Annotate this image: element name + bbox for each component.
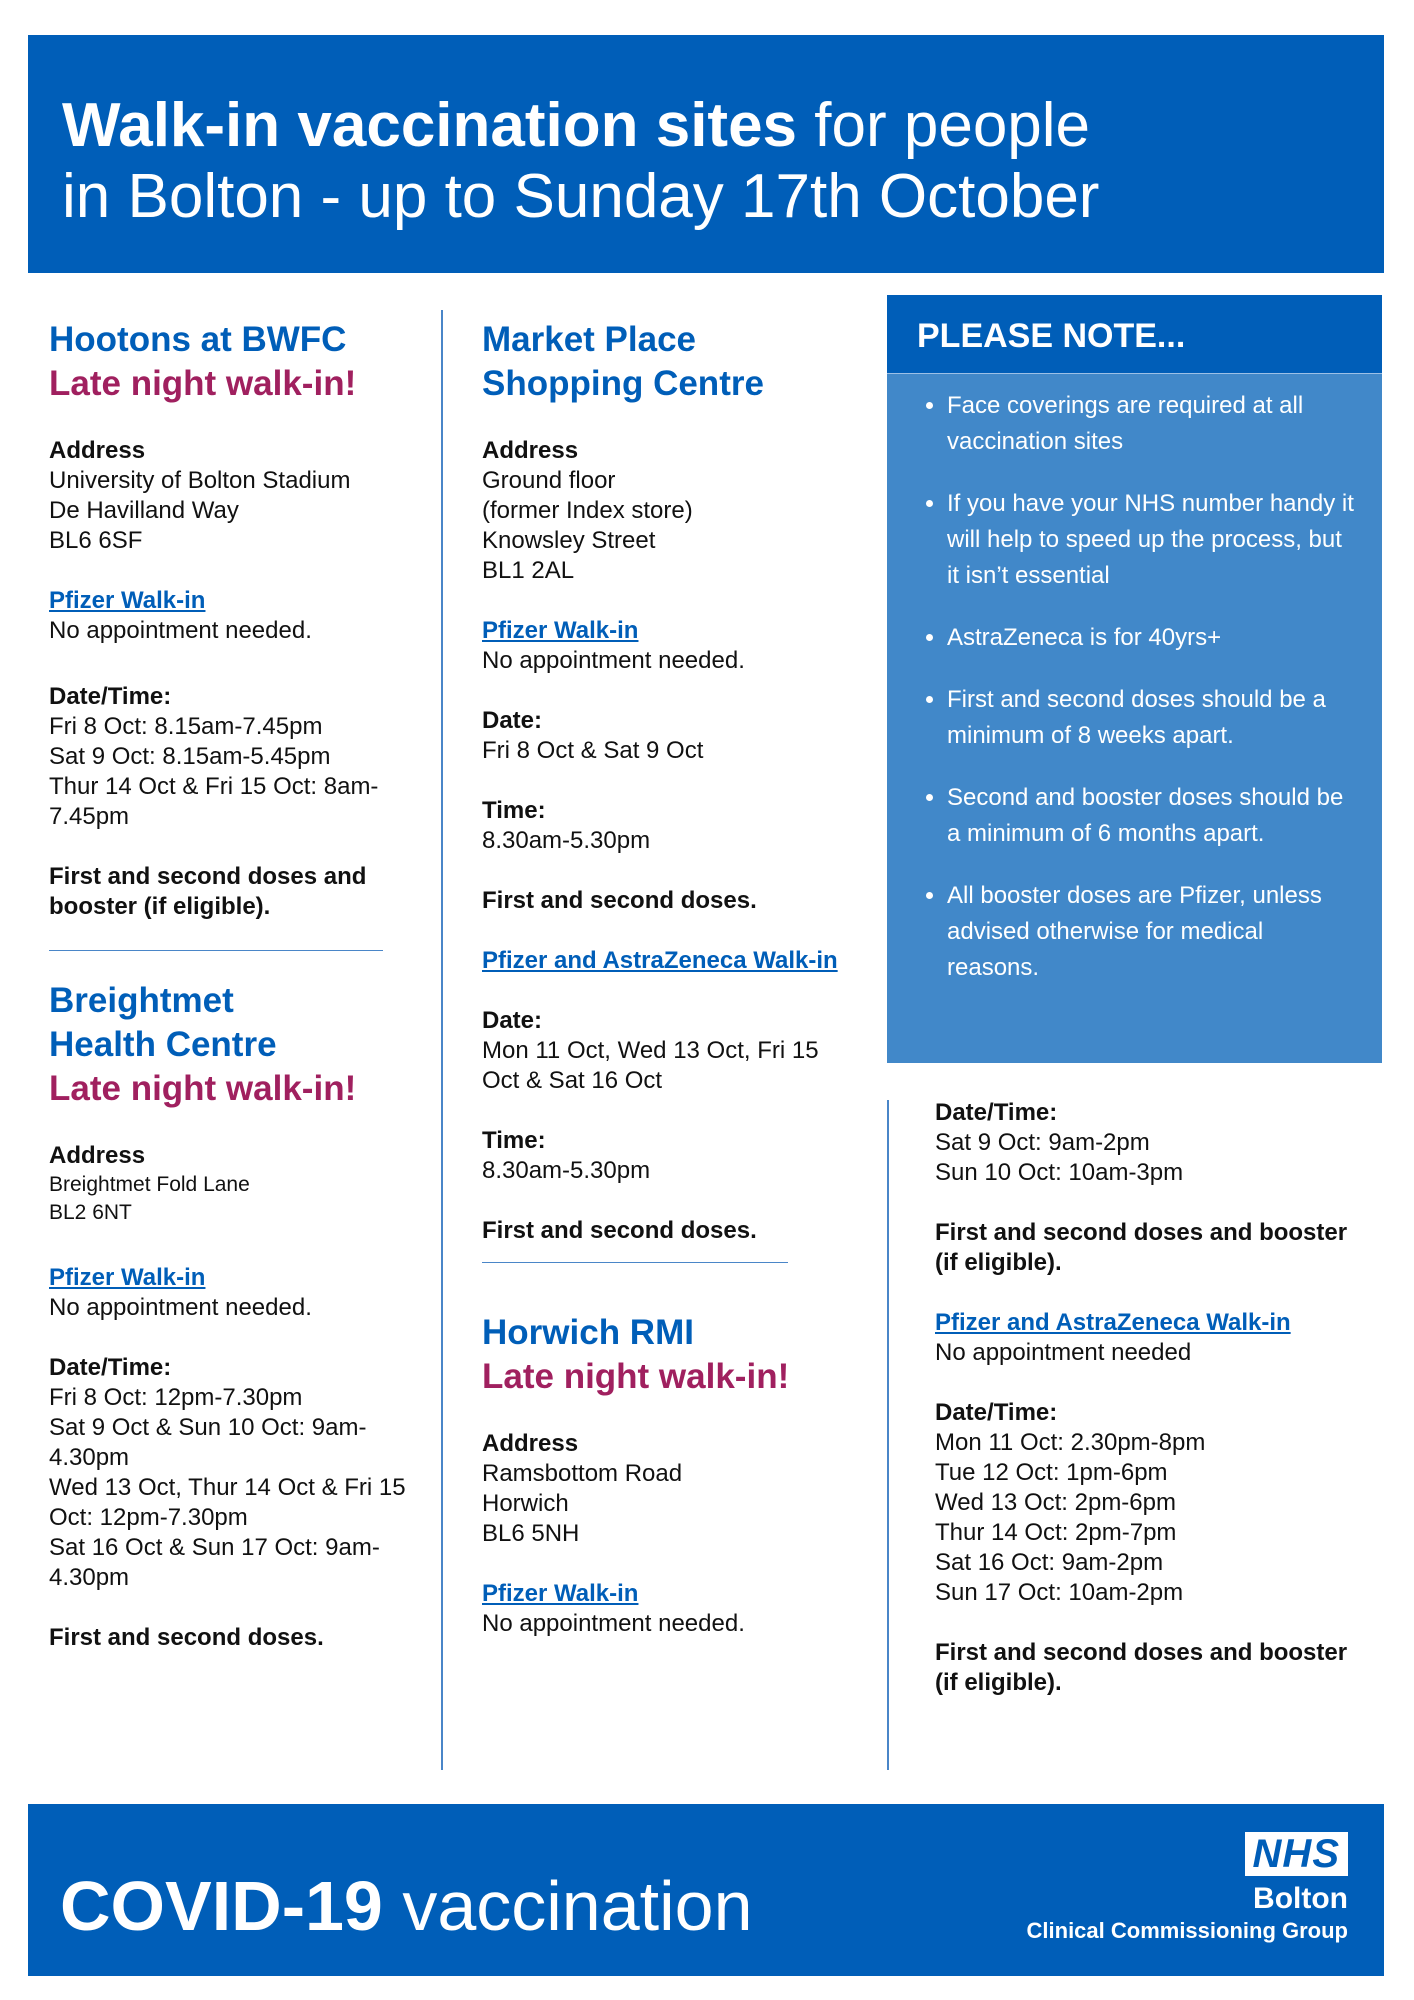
- column-middle: [482, 318, 842, 1639]
- header-banner: [28, 35, 1384, 273]
- time-line: Sat 9 Oct & Sun 10 Oct: 9am-4.30pm: [49, 1414, 367, 1471]
- site-title: Shopping Centre: [482, 364, 764, 403]
- pfizer-walk-in-link[interactable]: Pfizer Walk-in: [482, 1580, 639, 1607]
- date-label: Date:: [482, 1007, 543, 1034]
- address-label: Address: [482, 1430, 579, 1457]
- nhs-logo-mark: NHS: [1245, 1832, 1348, 1876]
- address-line: Ground floor: [482, 467, 616, 494]
- time-line: Sun 10 Oct: 10am-3pm: [935, 1159, 1184, 1186]
- address-line: University of Bolton Stadium: [49, 467, 351, 494]
- time-line: Wed 13 Oct: 2pm-6pm: [935, 1489, 1176, 1516]
- column-right: [935, 1098, 1355, 1698]
- pfizer-walk-in-link[interactable]: Pfizer Walk-in: [49, 587, 206, 614]
- site-title: Breightmet: [49, 981, 234, 1020]
- no-appointment-text: No appointment needed.: [482, 647, 745, 674]
- nhs-logo: [1027, 1832, 1348, 1944]
- address-line: Breightmet Fold Lane: [49, 1173, 250, 1196]
- pfizer-astrazeneca-walk-in-link[interactable]: Pfizer and AstraZeneca Walk-in: [482, 947, 838, 974]
- late-night-label: Late night walk-in!: [482, 1357, 790, 1396]
- time-line: Thur 14 Oct: 2pm-7pm: [935, 1519, 1177, 1546]
- site-title: Health Centre: [49, 1025, 277, 1064]
- section-divider: [482, 1262, 788, 1263]
- org-name: Bolton: [1253, 1882, 1348, 1915]
- section-divider: [49, 950, 383, 951]
- address-line: BL6 6SF: [49, 527, 143, 554]
- address-line: (former Index store): [482, 497, 693, 524]
- footer-title: COVID-19 vaccination: [60, 1867, 753, 1945]
- time-line: Sat 16 Oct: 9am-2pm: [935, 1549, 1164, 1576]
- datetime-label: Date/Time:: [49, 683, 172, 710]
- site-horwich-rmi-continued: [935, 1098, 1355, 1698]
- address-label: Address: [49, 1142, 146, 1169]
- date-label: Date:: [482, 707, 543, 734]
- pfizer-walk-in-link[interactable]: Pfizer Walk-in: [482, 617, 639, 644]
- address-line: Knowsley Street: [482, 527, 656, 554]
- no-appointment-text: No appointment needed: [935, 1339, 1192, 1366]
- address-line: BL1 2AL: [482, 557, 575, 584]
- time-line: Sat 9 Oct: 8.15am-5.45pm: [49, 743, 331, 770]
- site-title: Market Place: [482, 320, 697, 359]
- please-note-heading: PLEASE NOTE...: [887, 295, 1382, 374]
- note-list: [887, 374, 1382, 986]
- time-line: Thur 14 Oct & Fri 15 Oct: 8am-7.45pm: [49, 773, 379, 830]
- doses-text: First and second doses and booster (if eligible).: [935, 1639, 1348, 1696]
- time-line: Mon 11 Oct: 2.30pm-8pm: [935, 1429, 1206, 1456]
- site-hootons: [49, 318, 419, 922]
- doses-text: First and second doses and booster (if eligible).: [49, 863, 367, 920]
- site-title: Hootons at BWFC: [49, 320, 347, 359]
- time-line: Fri 8 Oct: 12pm-7.30pm: [49, 1384, 303, 1411]
- time-value: 8.30am-5.30pm: [482, 827, 651, 854]
- no-appointment-text: No appointment needed.: [482, 1610, 745, 1637]
- late-night-label: Late night walk-in!: [49, 1069, 357, 1108]
- address-line: BL6 5NH: [482, 1520, 580, 1547]
- time-line: Sat 9 Oct: 9am-2pm: [935, 1129, 1150, 1156]
- column-left: [49, 318, 419, 1653]
- note-item: • All booster doses are Pfizer, unless advised otherwise for medical reasons.: [947, 878, 1358, 986]
- time-line: Fri 8 Oct: 8.15am-7.45pm: [49, 713, 323, 740]
- time-value: 8.30am-5.30pm: [482, 1157, 651, 1184]
- time-label: Time:: [482, 797, 546, 824]
- site-horwich-rmi: [482, 1311, 842, 1639]
- no-appointment-text: No appointment needed.: [49, 1294, 312, 1321]
- address-label: Address: [482, 437, 579, 464]
- datetime-label: Date/Time:: [935, 1399, 1058, 1426]
- org-subtitle: Clinical Commissioning Group: [1026, 1918, 1348, 1943]
- date-value: Mon 11 Oct, Wed 13 Oct, Fri 15 Oct & Sat 16 Oct: [482, 1037, 819, 1094]
- doses-text: First and second doses.: [482, 887, 757, 914]
- page-title: Walk-in vaccination sites for people in Bolton - up to Sunday 17th October: [62, 91, 1100, 231]
- note-item: • Second and booster doses should be a minimum of 6 months apart.: [947, 780, 1358, 852]
- doses-text: First and second doses and booster (if eligible).: [935, 1219, 1348, 1276]
- column-divider: [887, 1100, 889, 1770]
- note-item: • If you have your NHS number handy it will help to speed up the process, but it isn’t essential: [947, 486, 1358, 594]
- note-item: • AstraZeneca is for 40yrs+: [947, 620, 1358, 656]
- time-line: Tue 12 Oct: 1pm-6pm: [935, 1459, 1168, 1486]
- note-item: • First and second doses should be a minimum of 8 weeks apart.: [947, 682, 1358, 754]
- no-appointment-text: No appointment needed.: [49, 617, 312, 644]
- site-breightmet: [49, 979, 419, 1653]
- time-label: Time:: [482, 1127, 546, 1154]
- pfizer-astrazeneca-walk-in-link[interactable]: Pfizer and AstraZeneca Walk-in: [935, 1309, 1291, 1336]
- time-line: Sun 17 Oct: 10am-2pm: [935, 1579, 1184, 1606]
- note-item: • Face coverings are required at all vaccination sites: [947, 388, 1358, 460]
- doses-text: First and second doses.: [482, 1217, 757, 1244]
- address-line: BL2 6NT: [49, 1201, 132, 1224]
- late-night-label: Late night walk-in!: [49, 364, 357, 403]
- address-line: De Havilland Way: [49, 497, 239, 524]
- please-note-box: [887, 295, 1382, 1063]
- address-label: Address: [49, 437, 146, 464]
- site-title: Horwich RMI: [482, 1313, 694, 1352]
- time-line: Wed 13 Oct, Thur 14 Oct & Fri 15 Oct: 12pm-7.30pm: [49, 1474, 406, 1531]
- site-market-place: [482, 318, 842, 1246]
- datetime-label: Date/Time:: [935, 1099, 1058, 1126]
- footer-banner: [28, 1804, 1384, 1976]
- datetime-label: Date/Time:: [49, 1354, 172, 1381]
- doses-text: First and second doses.: [49, 1624, 324, 1651]
- address-line: Ramsbottom Road: [482, 1460, 683, 1487]
- column-divider: [441, 310, 443, 1770]
- address-line: Horwich: [482, 1490, 569, 1517]
- date-value: Fri 8 Oct & Sat 9 Oct: [482, 737, 704, 764]
- pfizer-walk-in-link[interactable]: Pfizer Walk-in: [49, 1264, 206, 1291]
- time-line: Sat 16 Oct & Sun 17 Oct: 9am-4.30pm: [49, 1534, 380, 1591]
